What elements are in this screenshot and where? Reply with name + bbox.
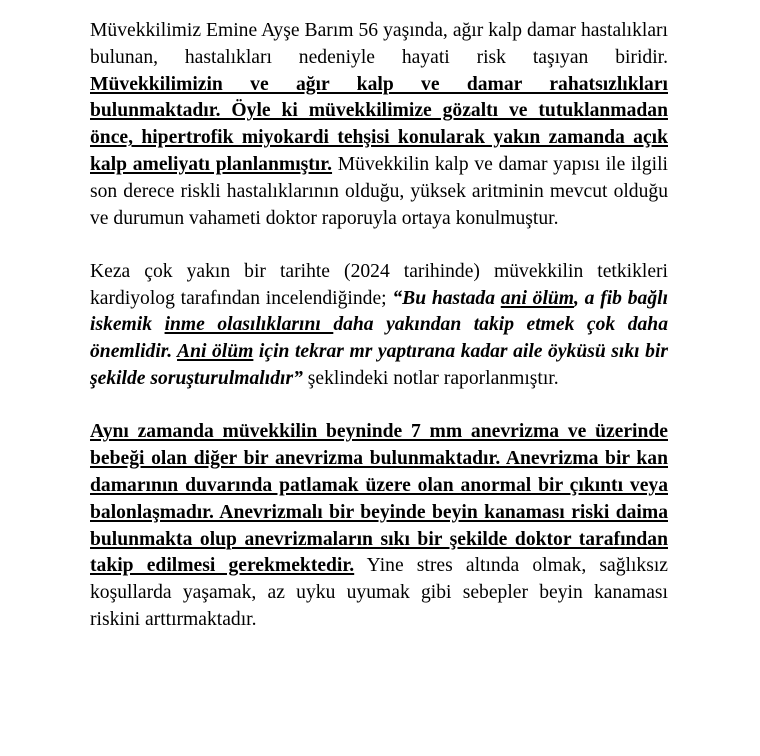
text-report-outro: şeklindeki notlar raporlanmıştır. bbox=[302, 368, 559, 390]
text-bleeding-risk: Yine stres altında olmak, sağlıksız koşullarda yaşamak, az uyku uyumak gibi sebepler beyin kanaması riskini arttırmaktadır. bbox=[90, 555, 668, 630]
paragraph-aneurysm bbox=[90, 419, 668, 633]
quote-part-4: için tekrar mr yaptırana kadar aile öyküsü sıkı bir şekilde soruşturulmalıdır” bbox=[90, 341, 669, 390]
emphasis-heart-condition: Müvekkilimizin ve ağır kalp ve damar rahatsızlıkları bulunmaktadır. Öyle ki müvekkilimize gözaltı ve tutuklanmadan önce, hipertrofik miyokardi tehşisi konularak yakın zamanda açık kalp ameliyatı planlanmıştır. bbox=[90, 73, 668, 175]
quote-part-2: , a fib bağlı iskemik bbox=[90, 287, 669, 336]
quote-stroke-risk: inme olasılıklarını bbox=[164, 314, 334, 336]
quote-part-3: daha yakından takip etmek çok daha önemlidir. bbox=[90, 314, 668, 363]
text-report-intro: Keza çok yakın bir tarihte (2024 tarihinde) müvekkilin tetkikleri kardiyolog tarafından incelendiğinde; bbox=[90, 260, 668, 309]
paragraph-cardiology-report bbox=[90, 259, 668, 393]
quote-sudden-death-2: Ani ölüm bbox=[177, 341, 254, 363]
paragraph-client-health bbox=[90, 18, 668, 232]
document-page bbox=[90, 18, 668, 634]
quote-part-1: “Bu hastada bbox=[392, 287, 501, 309]
text-intro: Müvekkilimiz Emine Ayşe Barım 56 yaşında, ağır kalp damar hastalıkları bulunan, hastalıkları nedeniyle hayati risk taşıyan biridir. bbox=[90, 20, 668, 68]
quote-sudden-death-1: ani ölüm bbox=[500, 287, 575, 309]
emphasis-aneurysm: Aynı zamanda müvekkilin beyninde 7 mm anevrizma ve üzerinde bebeği olan diğer bir anevrizma bulunmaktadır. Anevrizma bir kan damarının duvarında patlamak üzere olan anormal bir çıkıntı veya balonlaşmadır. Anevrizmalı bir beyinde beyin kanaması riski daima bulunmakta olup anevrizmaların sıkı bir şekilde doktor tarafından takip edilmesi gerekmektedir. bbox=[90, 421, 668, 577]
text-risk-summary: Müvekkilin kalp ve damar yapısı ile ilgili son derece riskli hastalıklarının olduğu, yüksek aritminin mevcut olduğu ve durumun vahameti doktor raporuyla ortaya konulmuştur. bbox=[90, 153, 668, 229]
